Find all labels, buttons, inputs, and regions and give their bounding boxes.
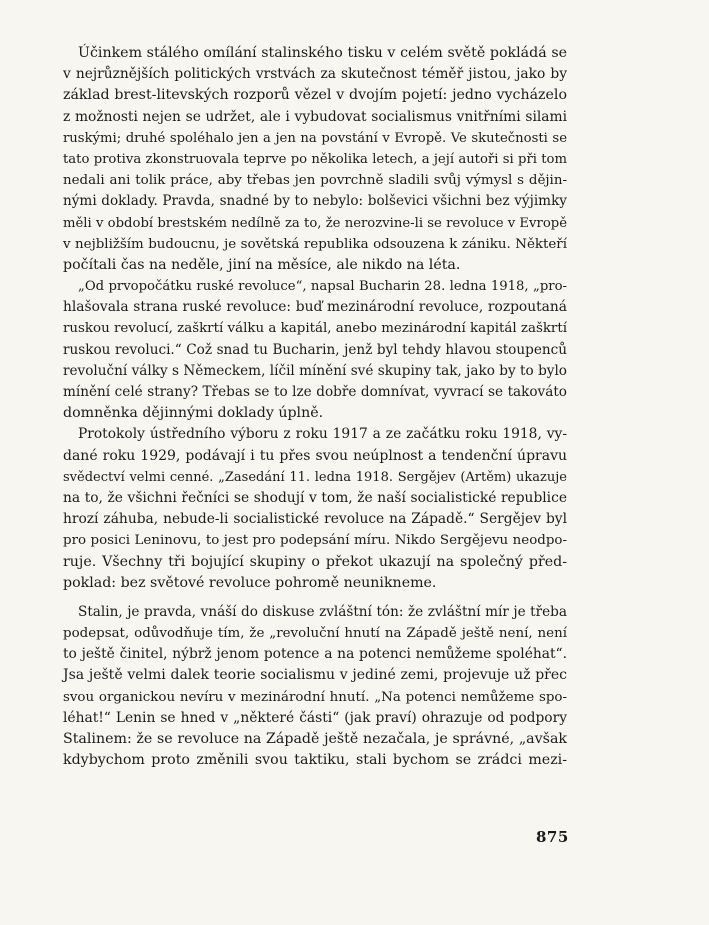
- text-line: základ brest-litevských rozporů vězel v dvojím pojetí: jedno vycházelo: [63, 87, 567, 104]
- paragraph-gap: [63, 594, 567, 602]
- text-line: na to, že všichni řečníci se shodují v tom, že naší socialistické republice: [63, 489, 567, 506]
- text-line: léhat!“ Lenin se hned v „některé části“ (jak praví) ohrazuje od podpory: [63, 709, 567, 726]
- text-line: mínění celé strany? Třebas se to lze dobře domnívat, vyvrací se takováto: [63, 384, 567, 400]
- text-line: svědectví velmi cenné. „Zasedání 11. ledna 1918. Sergějev (Artěm) ukazuje: [63, 469, 567, 485]
- text-line: ruskou revoluci.“ Což snad tu Bucharin, jenž byl tehdy hlavou stoupenců: [63, 341, 567, 358]
- page-number: 875: [536, 828, 569, 846]
- text-line: v nejbližším budoucnu, je sovětská republika odsouzena k zániku. Někteří: [63, 236, 567, 252]
- text-line: poklad: bez světové revoluce pohromě neunikneme.: [63, 574, 437, 591]
- text-line: ruskými; druhé spoléhalo jen a jen na povstání v Evropě. Ve skutečnosti se: [63, 130, 567, 146]
- text-line: to ještě činitel, nýbrž jenom potence a na potenci nemůžeme spoléhat“.: [63, 646, 567, 663]
- text-line: hrozí záhuba, nebude-li socialistické revoluce na Západě.“ Sergějev byl: [63, 511, 567, 528]
- text-line: dané roku 1929, podávají i tu přes svou neúplnost a tendenční úpravu: [63, 447, 567, 464]
- paragraph-3: [63, 424, 567, 594]
- text-line: počítali čas na neděle, jiní na měsíce, ale nikdo na léta.: [63, 256, 461, 273]
- text-line: měli v období brestském nedílně za to, že nerozvine-li se revoluce v Evropě: [63, 215, 567, 231]
- text-line: Účinkem stálého omílání stalinského tisku v celém světě pokládá se: [78, 45, 567, 61]
- paragraph-4: [63, 602, 567, 772]
- text-line: hlašovala strana ruské revoluce: buď mezinárodní revoluce, rozpoutaná: [63, 299, 567, 316]
- text-line: v nejrůznějších politických vrstvách za skutečnost téměř jistou, jako by: [63, 66, 567, 83]
- text-line: Protokoly ústředního výboru z roku 1917 a ze začátku roku 1918, vy-: [78, 426, 567, 443]
- text-line: revoluční války s Německem, líčil mínění své skupiny tak, jako by to bylo: [63, 362, 567, 379]
- text-line: pro posici Leninovu, to jest pro podepsání míru. Nikdo Sergějevu neodpo-: [63, 533, 567, 549]
- text-line: nedali ani tolik práce, aby třebas jen povrchně sladili svůj výmysl s dějin-: [63, 173, 567, 189]
- text-line: tato protiva zkonstruovala teprve po několika letech, a její autoři si při tom: [63, 151, 567, 167]
- text-line: svou organickou nevíru v mezinárodní hnutí. „Na potenci nemůžeme spo-: [63, 689, 567, 705]
- text-line: Stalin, je pravda, vnáší do diskuse zvláštní tón: že zvláštní mír je třeba: [78, 603, 567, 620]
- text-line: domněnka dějinnými doklady úplně.: [63, 405, 324, 422]
- text-line: z možnosti nejen se udržet, ale i vybudovat socialismus vnitřními silami: [63, 108, 567, 125]
- text-line: kdybychom proto změnili svou taktiku, stali bychom se zrádci mezi-: [63, 752, 567, 769]
- text-line: „Od prvopočátku ruské revoluce“, napsal Bucharin 28. ledna 1918, „pro-: [78, 279, 567, 295]
- text-line: nými doklady. Pravda, snadné by to nebylo: bolševici všichni bez výjimky: [63, 193, 567, 210]
- text-line: ruskou revolucí, zaškrtí válku a kapitál, anebo mezinárodní kapitál zaškrtí: [63, 321, 567, 337]
- paragraph-1: [63, 43, 567, 276]
- text-line: Jsa ještě velmi dalek teorie socialismu v jediné zemi, projevuje už přec: [63, 667, 567, 684]
- text-line: podepsat, odůvodňuje tím, že „revoluční hnutí na Západě ještě není, není: [63, 626, 567, 642]
- body-text: [63, 43, 567, 771]
- paragraph-2: [63, 276, 567, 424]
- text-line: Stalinem: že se revoluce na Západě ještě nezačala, je správné, „avšak: [63, 731, 567, 747]
- text-line: ruje. Všechny tři bojující skupiny o překot ukazují na společný před-: [63, 553, 567, 570]
